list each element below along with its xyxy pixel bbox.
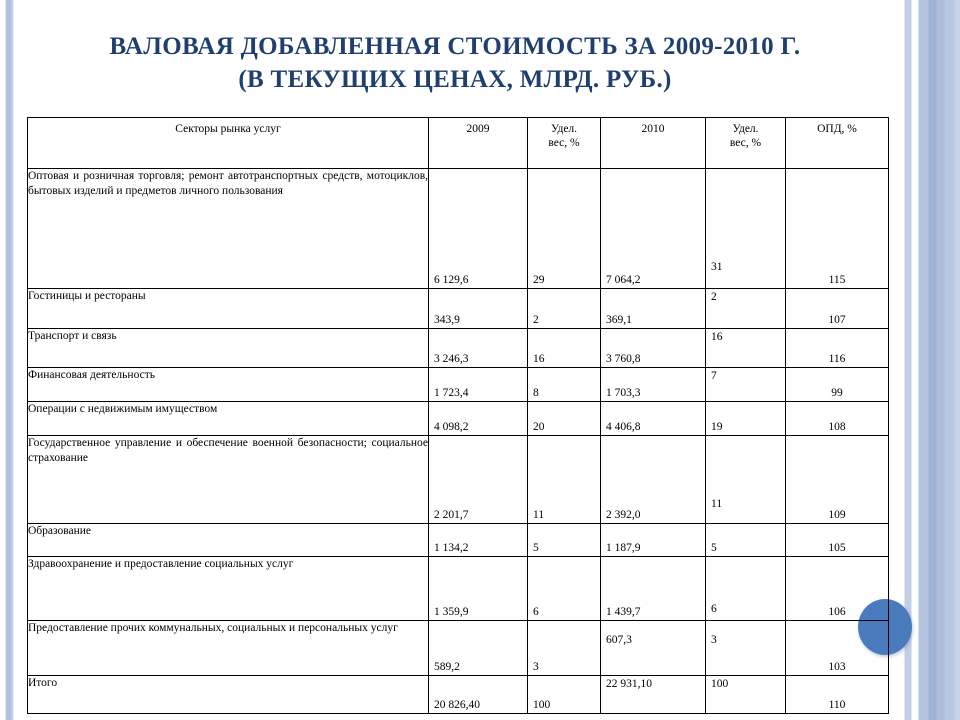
- column-header-share-2010-line1: Удел.: [732, 123, 759, 135]
- column-header-share-2010: [706, 118, 786, 169]
- cell-value-2010: 22 931,10: [601, 676, 706, 714]
- cell-sector: Оптовая и розничная торговля; ремонт автотранспортных средств, мотоциклов, бытовых изделий и предметов личного пользования: [28, 169, 429, 289]
- cell-value-2009: 343,9: [429, 289, 528, 329]
- cell-value-2010: 1 187,9: [601, 524, 706, 557]
- column-header-2010: 2010: [601, 118, 706, 169]
- cell-opd: 110: [786, 676, 889, 714]
- cell-sector: Итого: [28, 676, 429, 714]
- cell-value-2009: 6 129,6: [429, 169, 528, 289]
- cell-share-2009: 5: [528, 524, 601, 557]
- cell-share-2009: 29: [528, 169, 601, 289]
- cell-share-2009: 8: [528, 368, 601, 402]
- column-header-share-2009: [528, 118, 601, 169]
- column-header-share-2010-line2: вес, %: [729, 137, 762, 149]
- cell-opd: 99: [786, 368, 889, 402]
- cell-value-2009: 3 246,3: [429, 329, 528, 368]
- left-decorative-band: [5, 0, 14, 720]
- cell-share-2010: 6: [706, 557, 786, 621]
- cell-share-2010: 19: [706, 402, 786, 436]
- table-row: [28, 169, 889, 289]
- column-header-share-2009-line2: вес, %: [548, 137, 580, 149]
- cell-value-2010: 369,1: [601, 289, 706, 329]
- cell-value-2009: 589,2: [429, 621, 528, 676]
- table-row: [28, 402, 889, 436]
- slide-title-line-1: ВАЛОВАЯ ДОБАВЛЕННАЯ СТОИМОСТЬ ЗА 2009-2010 Г.: [109, 33, 801, 60]
- cell-value-2010: 3 760,8: [601, 329, 706, 368]
- gross-value-added-table: [27, 117, 889, 714]
- cell-value-2010: 2 392,0: [601, 436, 706, 524]
- cell-sector: Государственное управление и обеспечение военной безопасности; социальное страхование: [28, 436, 429, 524]
- table-body: [28, 169, 889, 714]
- slide-title: [20, 30, 890, 96]
- table-row: [28, 289, 889, 329]
- cell-share-2009: 3: [528, 621, 601, 676]
- column-header-share-2009-line1: Удел.: [550, 123, 578, 135]
- cell-value-2009: 1 723,4: [429, 368, 528, 402]
- cell-share-2010: 5: [706, 524, 786, 557]
- cell-share-2010: 16: [706, 329, 786, 368]
- column-header-2009: 2009: [429, 118, 528, 169]
- cell-sector: Здравоохранение и предоставление социальных услуг: [28, 557, 429, 621]
- cell-share-2010: 11: [706, 436, 786, 524]
- cell-sector: Транспорт и связь: [28, 329, 429, 368]
- table-header: [28, 118, 889, 169]
- column-header-opd: ОПД, %: [786, 118, 889, 169]
- cell-value-2009: 4 098,2: [429, 402, 528, 436]
- cell-share-2009: 11: [528, 436, 601, 524]
- cell-sector: Финансовая деятельность: [28, 368, 429, 402]
- table-row: [28, 329, 889, 368]
- cell-share-2010: 2: [706, 289, 786, 329]
- cell-opd: 116: [786, 329, 889, 368]
- table-row: [28, 621, 889, 676]
- cell-opd: 103: [786, 621, 889, 676]
- cell-opd: 107: [786, 289, 889, 329]
- table-header-row: [28, 118, 889, 169]
- cell-opd: 115: [786, 169, 889, 289]
- table-row: [28, 524, 889, 557]
- cell-sector: Предоставление прочих коммунальных, социальных и персональных услуг: [28, 621, 429, 676]
- cell-value-2009: 2 201,7: [429, 436, 528, 524]
- cell-share-2009: 16: [528, 329, 601, 368]
- table-row: [28, 436, 889, 524]
- cell-value-2009: 1 359,9: [429, 557, 528, 621]
- cell-share-2010: 100: [706, 676, 786, 714]
- cell-share-2009: 20: [528, 402, 601, 436]
- table-row-total: [28, 676, 889, 714]
- cell-sector: Операции с недвижимым имуществом: [28, 402, 429, 436]
- cell-opd: 109: [786, 436, 889, 524]
- cell-share-2010: 7: [706, 368, 786, 402]
- slide-title-line-2: (В ТЕКУЩИХ ЦЕНАХ, МЛРД. РУБ.): [238, 66, 672, 93]
- cell-value-2010: 1 703,3: [601, 368, 706, 402]
- cell-opd: 108: [786, 402, 889, 436]
- cell-share-2009: 6: [528, 557, 601, 621]
- column-header-sector: Секторы рынка услуг: [28, 118, 429, 169]
- table-row: [28, 557, 889, 621]
- cell-value-2010: 1 439,7: [601, 557, 706, 621]
- cell-value-2009: 20 826,40: [429, 676, 528, 714]
- cell-share-2010: 3: [706, 621, 786, 676]
- cell-value-2009: 1 134,2: [429, 524, 528, 557]
- cell-opd: 105: [786, 524, 889, 557]
- cell-value-2010: 4 406,8: [601, 402, 706, 436]
- cell-value-2010: 7 064,2: [601, 169, 706, 289]
- cell-sector: Образование: [28, 524, 429, 557]
- cell-share-2009: 100: [528, 676, 601, 714]
- cell-share-2009: 2: [528, 289, 601, 329]
- cell-sector: Гостиницы и рестораны: [28, 289, 429, 329]
- cell-value-2010: 607,3: [601, 621, 706, 676]
- cell-opd: 106: [786, 557, 889, 621]
- cell-share-2010: 31: [706, 169, 786, 289]
- table-row: [28, 368, 889, 402]
